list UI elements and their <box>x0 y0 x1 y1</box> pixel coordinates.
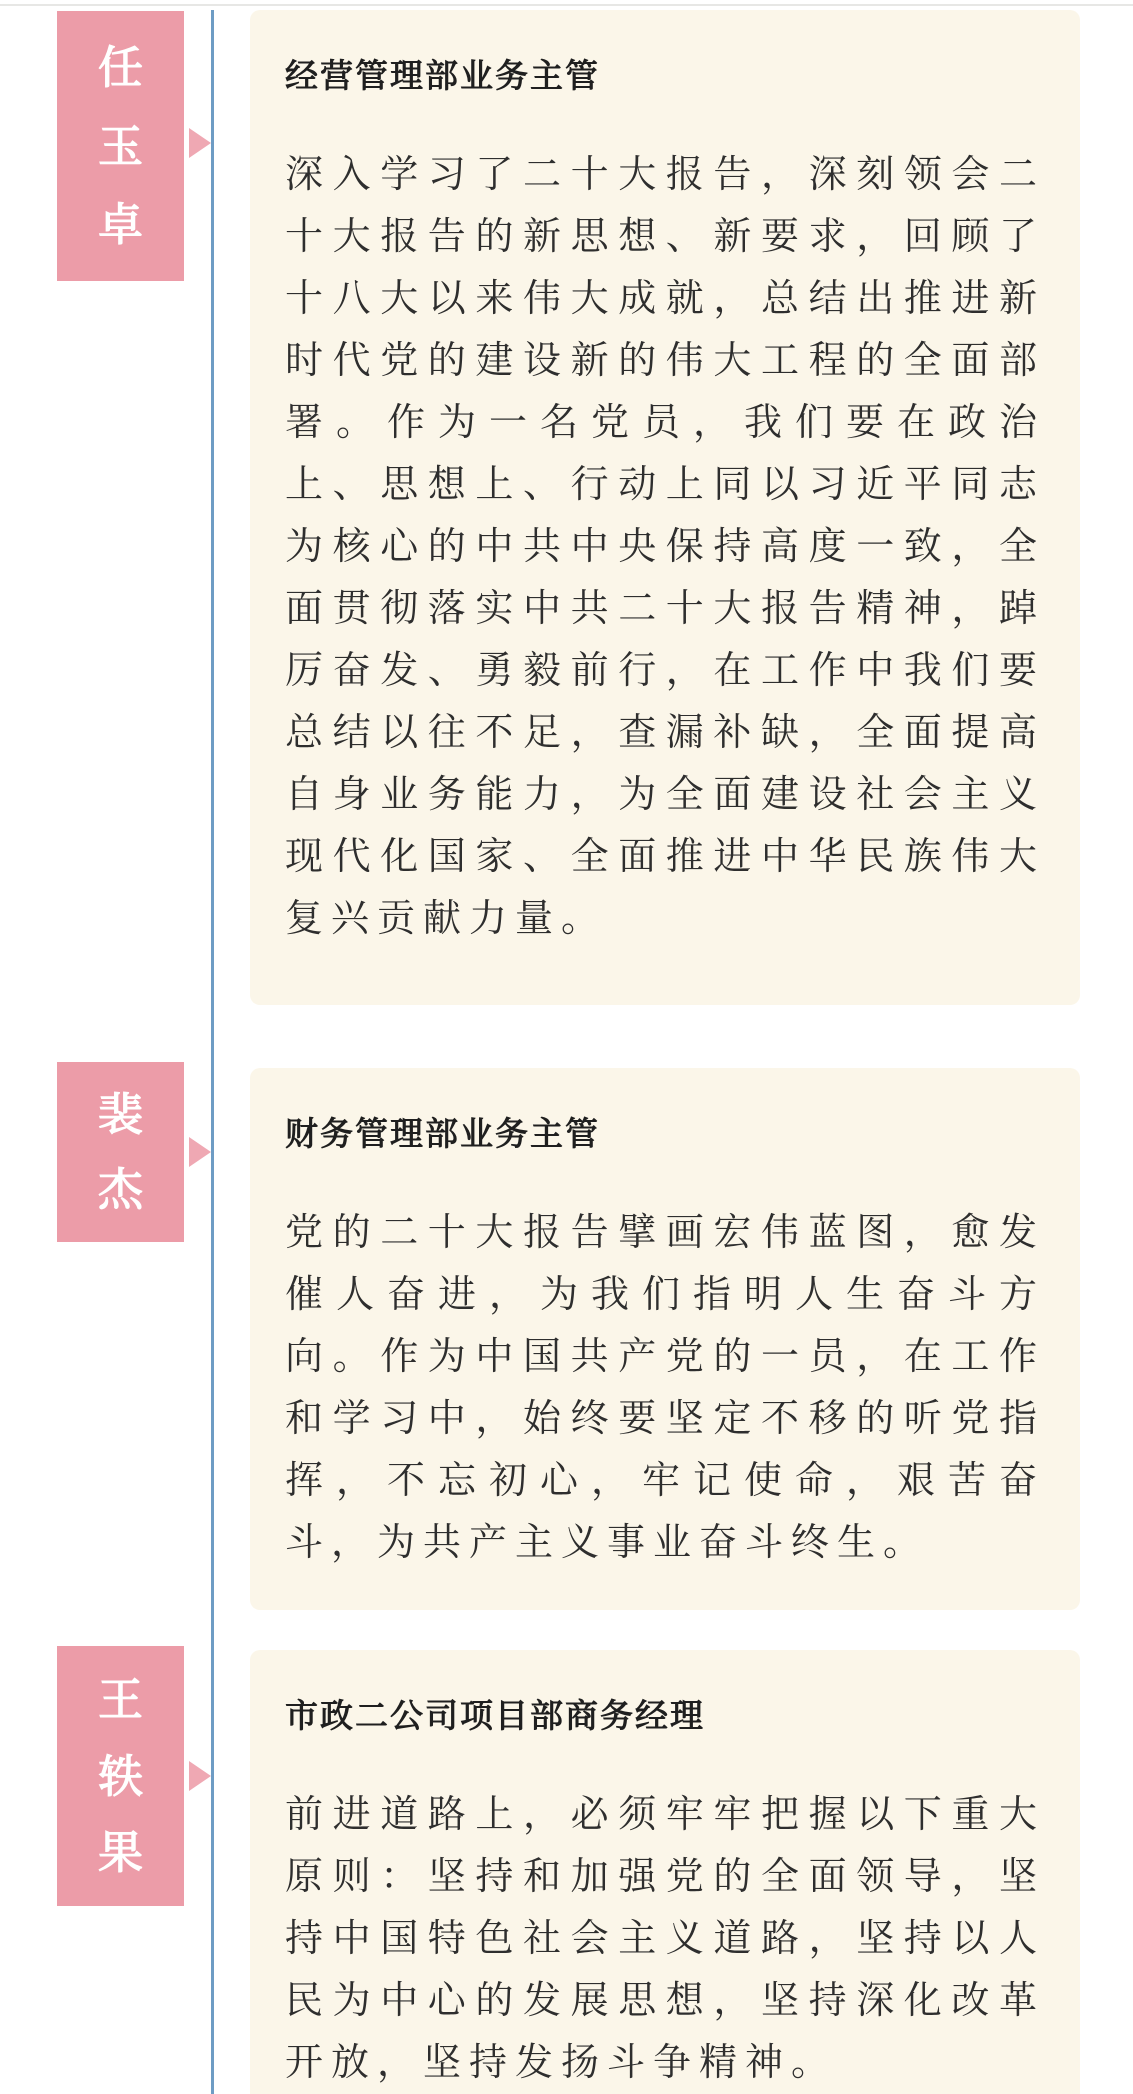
arrow-right-icon <box>189 1761 211 1791</box>
name-character: 王 <box>97 1674 143 1726</box>
speaker-name-box <box>57 11 184 281</box>
statement-card <box>250 1068 1080 1610</box>
name-character: 轶 <box>97 1750 143 1802</box>
timeline-vertical-line <box>211 10 214 2094</box>
speaker-position-title: 市政二公司项目部商务经理 <box>285 1697 705 1734</box>
name-character: 卓 <box>97 199 143 251</box>
speaker-position-title: 财务管理部业务主管 <box>285 1115 600 1152</box>
name-character: 任 <box>97 41 143 93</box>
speaker-name-box <box>57 1646 184 1906</box>
speaker-position-title: 经营管理部业务主管 <box>285 57 600 94</box>
arrow-right-icon <box>189 128 211 158</box>
name-character: 杰 <box>97 1164 143 1215</box>
name-character: 玉 <box>97 120 143 172</box>
statement-card <box>250 10 1080 1005</box>
name-character: 裴 <box>97 1089 143 1140</box>
statement-text: 党的二十大报告擘画宏伟蓝图，愈发催人奋进，为我们指明人生奋斗方向。作为中国共产党的一员，在工作和学习中，始终要坚定不移的听党指挥，不忘初心，牢记使命，艰苦奋斗，为共产主义事业奋斗终生。 <box>285 1212 1045 1564</box>
speaker-name-box <box>57 1062 184 1242</box>
statement-text: 深入学习了二十大报告，深刻领会二十大报告的新思想、新要求，回顾了十八大以来伟大成就，总结出推进新时代党的建设新的伟大工程的全面部署。作为一名党员，我们要在政治上、思想上、行动上同以习近平同志为核心的中共中央保持高度一致，全面贯彻落实中共二十大报告精神，踔厉奋发、勇毅前行，在工作中我们要总结以往不足，查漏补缺，全面提高自身业务能力，为全面建设社会主义现代化国家、全面推进中华民族伟大复兴贡献力量。 <box>285 154 1045 940</box>
name-character: 果 <box>97 1826 143 1878</box>
top-divider-line <box>0 4 1133 6</box>
statement-text: 前进道路上，必须牢牢把握以下重大原则：坚持和加强党的全面领导，坚持中国特色社会主义道路，坚持以人民为中心的发展思想，坚持深化改革开放，坚持发扬斗争精神。 <box>285 1794 1045 2084</box>
arrow-right-icon <box>189 1137 211 1167</box>
statement-card <box>250 1650 1080 2094</box>
